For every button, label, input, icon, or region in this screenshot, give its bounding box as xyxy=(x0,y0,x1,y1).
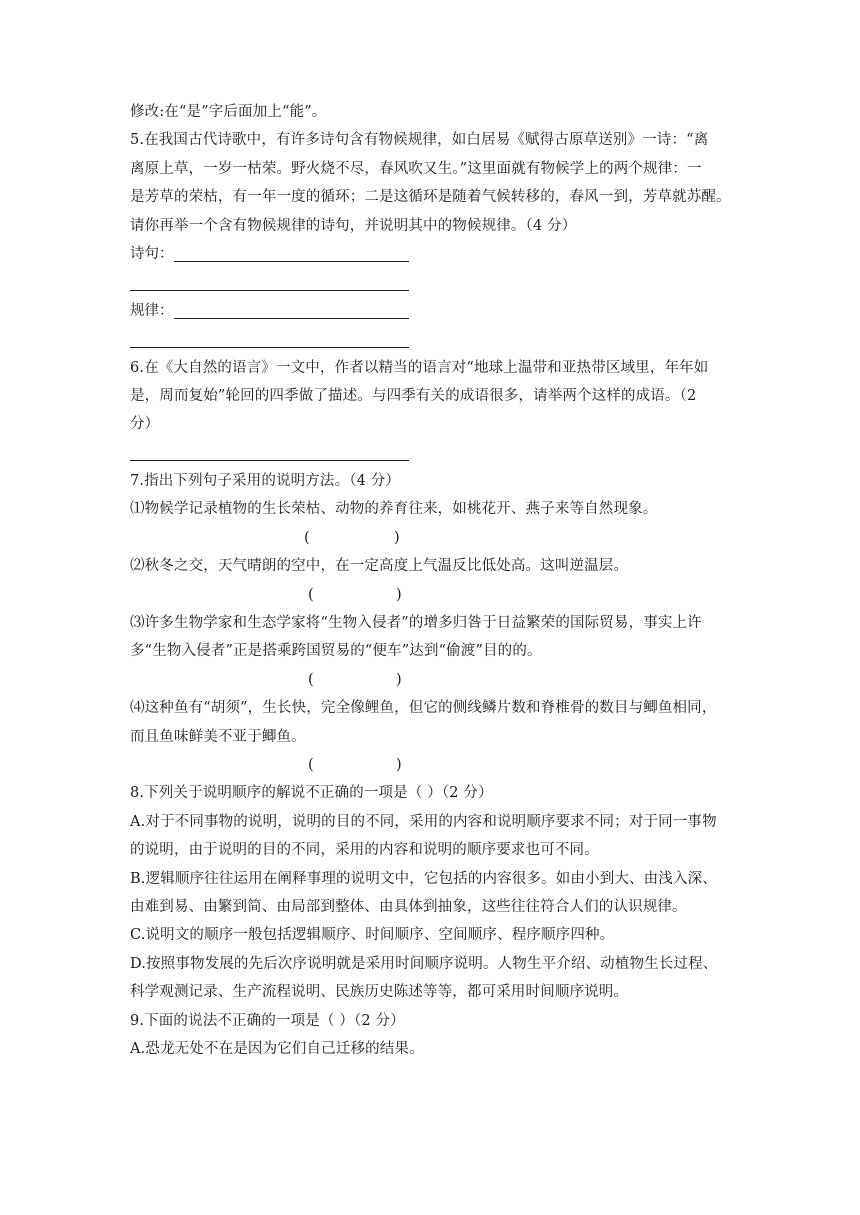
question-6 xyxy=(130,354,732,468)
question-5-line: 离原上草，一岁一枯荣。野火烧不尽，春风吹又生。”这里面就有物候学上的两个规律：一 xyxy=(130,160,702,177)
option-a[interactable]: A.恐龙无处不在是因为它们自己迁移的结果。 xyxy=(130,1040,424,1057)
question-5 xyxy=(130,126,732,353)
answer-parentheses[interactable]: ( ) xyxy=(308,671,402,688)
poem-label: 诗句： xyxy=(130,245,174,262)
question-5-line: 请你再举一个含有物候规律的诗句，并说明其中的物候规律。（4 分） xyxy=(130,217,577,234)
question-6-line: 是，周而复始”轮回的四季做了描述。与四季有关的成语很多，请举两个这样的成语。（2 xyxy=(130,387,697,404)
idiom-answer-row xyxy=(130,439,732,467)
question-5-line: 5.在我国古代诗歌中，有许多诗句含有物候规律，如白居易《赋得古原草送别》一诗：“离 xyxy=(130,132,709,149)
option-b-cont: 由难到易、由繁到简、由局部到整体、由具体到抽象，这些往往符合人们的认识规律。 xyxy=(130,898,687,915)
question-7-item-3: ⑶许多生物学家和生态学家将“生物入侵者”的增多归咎于日益繁荣的国际贸易，事实上许 xyxy=(130,615,702,632)
rule-answer-blank-2[interactable] xyxy=(130,347,409,348)
rule-answer-row xyxy=(130,297,732,325)
option-c[interactable]: C.说明文的顺序一般包括逻辑顺序、时间顺序、空间顺序、程序顺序四种。 xyxy=(130,927,615,944)
rule-answer-row-2 xyxy=(130,325,732,353)
question-7-item-4-cont: 而且鱼味鲜美不亚于鲫鱼。 xyxy=(130,728,306,745)
option-a[interactable]: A.对于不同事物的说明，说明的目的不同，采用的内容和说明顺序要求不同；对于同一事物 xyxy=(130,813,717,830)
option-b[interactable]: B.逻辑顺序往往运用在阐释事理的说明文中，它包括的内容很多。如由小到大、由浅入深、 xyxy=(130,870,717,887)
option-d-cont: 科学观测记录、生产流程说明、民族历史陈述等等，都可采用时间顺序说明。 xyxy=(130,984,629,1001)
poem-answer-row-2 xyxy=(130,268,732,296)
answer-parentheses[interactable]: ( ) xyxy=(308,756,402,773)
poem-answer-blank[interactable] xyxy=(174,261,409,262)
answer-parentheses[interactable]: ( ) xyxy=(304,529,400,546)
question-7-title: 7.指出下列句子采用的说明方法。（4 分） xyxy=(130,473,401,490)
question-8 xyxy=(130,779,732,1006)
idiom-answer-blank[interactable] xyxy=(130,460,409,461)
question-7-item-2: ⑵秋冬之交，天气晴朗的空中，在一定高度上气温反比低处高。这叫逆温层。 xyxy=(130,558,629,575)
revision-note: 修改:在“是”字后面加上“能”。 xyxy=(130,104,327,120)
question-9 xyxy=(130,1007,732,1064)
option-d[interactable]: D.按照事物发展的先后次序说明就是采用时间顺序说明。人物生平介绍、动植物生长过程、 xyxy=(130,955,718,972)
poem-answer-row xyxy=(130,240,732,268)
question-6-line: 分） xyxy=(130,416,160,433)
option-a-cont: 的说明，由于说明的目的不同，采用的内容和说明的顺序要求也可不同。 xyxy=(130,842,599,859)
exam-page xyxy=(130,98,732,1063)
question-7-item-1: ⑴物候学记录植物的生长荣枯、动物的养育往来，如桃花开、燕子来等自然现象。 xyxy=(130,501,658,518)
question-7-item-4: ⑷这种鱼有“胡须”，生长快，完全像鲤鱼，但它的侧线鳞片数和脊椎骨的数目与鲫鱼相同， xyxy=(130,700,717,717)
question-5-line: 是芳草的荣枯，有一年一度的循环；二是这循环是随着气候转移的，春风一到，芳草就苏醒。 xyxy=(130,189,731,206)
question-7-item-3-cont: 多“生物入侵者”正是搭乘跨国贸易的“便车”达到“偷渡”目的的。 xyxy=(130,643,542,660)
question-9-title: 9.下面的说法不正确的一项是（ ）（2 分） xyxy=(130,1012,405,1029)
question-8-title: 8.下列关于说明顺序的解说不正确的一项是（ ）（2 分） xyxy=(130,785,493,802)
poem-answer-blank-2[interactable] xyxy=(130,290,409,291)
rule-answer-blank[interactable] xyxy=(174,318,409,319)
question-7 xyxy=(130,467,732,779)
question-6-line: 6.在《大自然的语言》一文中，作者以精当的语言对“地球上温带和亚热带区域里，年年如 xyxy=(130,359,709,376)
answer-parentheses[interactable]: ( ) xyxy=(308,586,402,603)
rule-label: 规律： xyxy=(130,302,174,319)
